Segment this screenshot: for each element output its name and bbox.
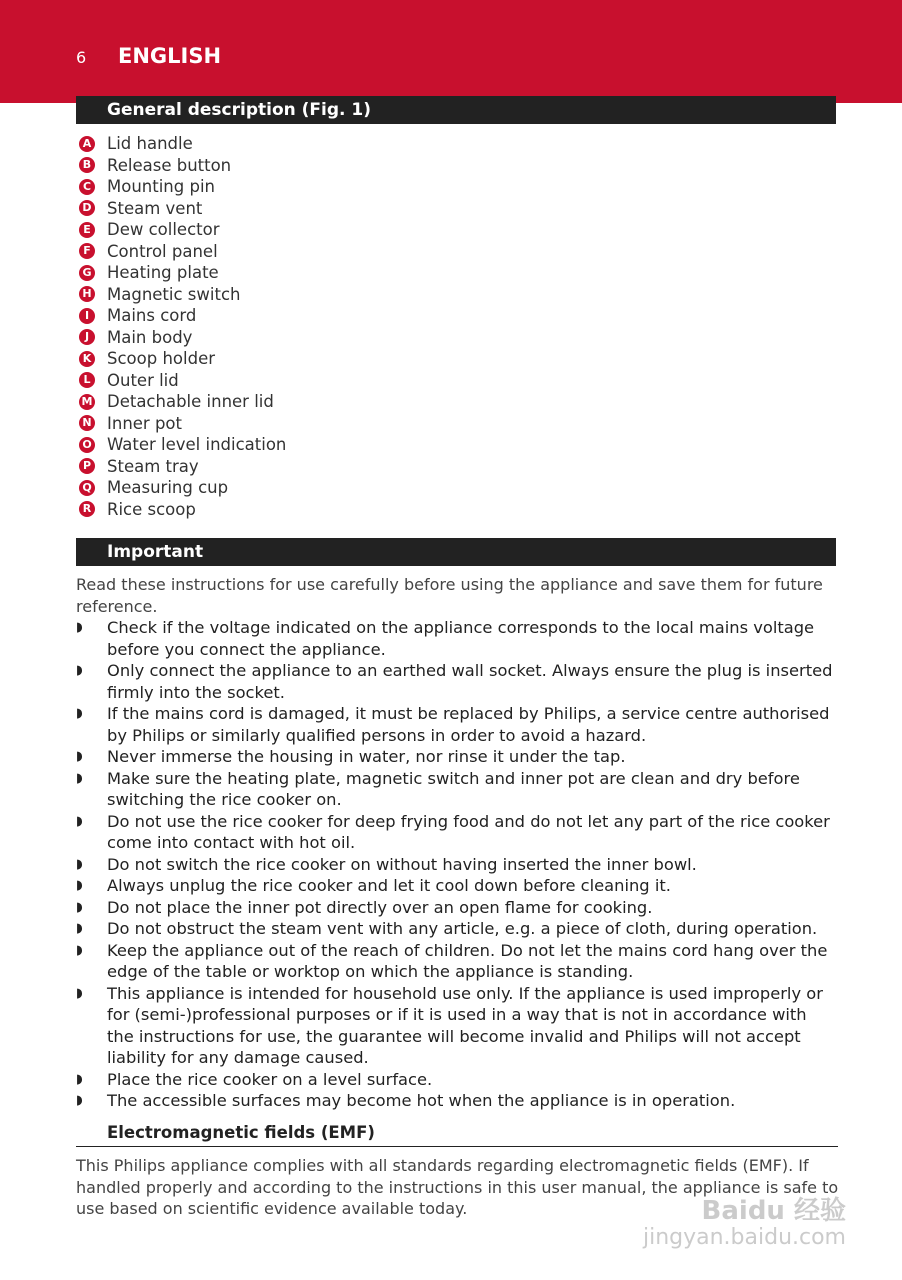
warning-text: Keep the appliance out of the reach of children. Do not let the mains cord hang over the edge of the table or worktop on which the appliance is standing. [107,940,828,981]
bullet-icon: ◗ [76,942,83,958]
bullet-icon: ◗ [76,878,83,893]
important-intro: Read these instructions for use carefully before using the appliance and save them for future reference. [76,575,823,616]
warning-text: Do not use the rice cooker for deep frying food and do not let any part of the rice cooker come into contact with hot oil. [107,811,830,852]
part-label: Control panel [107,241,218,261]
warning-text: Only connect the appliance to an earthed wall socket. Always ensure the plug is inserted firmly into the socket. [107,661,833,702]
part-item [76,391,286,413]
warning-text: If the mains cord is damaged, it must be replaced by Philips, a service centre authorised by Philips or similarly qualified persons in order to avoid a hazard. [107,704,830,745]
part-label: Heating plate [107,263,219,282]
warning-text: Make sure the heating plate, magnetic switch and inner pot are clean and dry before switching the rice cooker on. [107,768,800,809]
bullet-icon: ◗ [76,813,83,829]
watermark-url: jingyan.baidu.com [642,1224,846,1250]
part-letter-badge: M [79,394,95,410]
watermark-brand: Baidu 经验 [701,1196,846,1227]
part-item [76,176,286,198]
part-item [76,434,286,456]
part-label: Dew collector [107,220,220,239]
warning-item [76,811,838,854]
warning-item [76,897,838,919]
part-letter-badge: I [79,308,95,324]
part-label: Steam tray [107,456,199,476]
part-label: Measuring cup [107,478,229,497]
part-item [76,477,286,499]
part-label: Scoop holder [107,349,215,368]
part-label: Rice scoop [107,499,196,519]
header-band [0,0,902,103]
part-label: Main body [107,327,193,347]
part-label: Lid handle [107,134,193,153]
watermark [643,1197,846,1250]
part-label: Water level indication [107,435,287,454]
part-item [76,456,286,478]
part-letter-badge: L [79,372,95,388]
part-item [76,327,286,349]
part-letter-badge: G [79,265,95,281]
warning-text: Do not place the inner pot directly over an open flame for cooking. [107,897,653,917]
part-letter-badge: K [79,351,95,367]
part-letter-badge: N [79,415,95,431]
emf-heading: Electromagnetic fields (EMF) [76,1122,838,1147]
bullet-icon: ◗ [76,985,83,1001]
warning-text: This appliance is intended for household use only. If the appliance is used improperly or for (semi-)professional purposes or if it is used in a way that is not in accordance with the instructions for use, the guarantee will become invalid and Philips will not accept liability for any damage caused. [107,983,823,1067]
part-item [76,133,286,155]
bullet-icon: ◗ [76,663,83,678]
bullet-icon: ◗ [76,921,83,936]
warning-text: Never immerse the housing in water, nor rinse it under the tap. [107,747,626,766]
warning-item [76,768,838,811]
warning-item [76,940,838,983]
bullet-icon: ◗ [76,1071,83,1087]
part-letter-badge: O [79,437,95,453]
part-label: Inner pot [107,413,182,433]
warning-item [76,746,838,768]
part-item [76,155,286,177]
warning-text: Always unplug the rice cooker and let it cool down before cleaning it. [107,876,671,895]
part-label: Release button [107,155,232,175]
part-letter-badge: Q [79,480,95,496]
warning-text: Do not switch the rice cooker on without having inserted the inner bowl. [107,854,697,874]
part-letter-badge: F [79,243,95,259]
part-item [76,219,286,241]
part-item [76,348,286,370]
warning-item [76,660,838,703]
parts-list [76,133,286,520]
part-letter-badge: B [79,157,95,173]
part-item [76,499,286,521]
part-letter-badge: P [79,458,95,474]
bullet-icon: ◗ [76,1093,83,1108]
part-item [76,370,286,392]
part-item [76,413,286,435]
part-item [76,262,286,284]
warning-item [76,983,838,1069]
part-letter-badge: J [79,329,95,345]
warning-item [76,703,838,746]
emf-text: This Philips appliance complies with all standards regarding electromagnetic fields (EMF). If handled properly and according to the instructions in this user manual, the appliance is safe to use based on scientific evidence available today. [76,1156,839,1218]
bullet-icon: ◗ [76,749,83,764]
general-description-heading: General description (Fig. 1) [76,96,836,124]
part-label: Detachable inner lid [107,392,274,411]
part-letter-badge: A [79,136,95,152]
warning-text: Check if the voltage indicated on the appliance corresponds to the local mains voltage before you connect the appliance. [107,618,815,659]
part-item [76,198,286,220]
part-letter-badge: R [79,501,95,517]
warning-item [76,875,838,897]
part-letter-badge: E [79,222,95,238]
warning-item [76,854,838,876]
bullet-icon: ◗ [76,620,83,635]
part-item [76,284,286,306]
warning-item [76,1069,838,1091]
part-label: Outer lid [107,370,179,390]
page-number: 6 [76,48,87,67]
warning-item [76,918,838,940]
part-item [76,241,286,263]
bullet-icon: ◗ [76,899,83,915]
part-letter-badge: H [79,286,95,302]
part-letter-badge: C [79,179,95,195]
part-item [76,305,286,327]
part-label: Mains cord [107,306,197,325]
warnings-list [76,617,838,1112]
bullet-icon: ◗ [76,770,83,786]
part-label: Steam vent [107,198,203,218]
part-label: Magnetic switch [107,284,241,304]
warning-text: Place the rice cooker on a level surface. [107,1069,433,1089]
bullet-icon: ◗ [76,706,83,721]
part-letter-badge: D [79,200,95,216]
part-label: Mounting pin [107,177,215,196]
bullet-icon: ◗ [76,856,83,872]
warning-text: Do not obstruct the steam vent with any article, e.g. a piece of cloth, during operation. [107,919,818,938]
important-heading: Important [76,538,836,566]
warning-item [76,617,838,660]
language-title: ENGLISH [118,44,222,68]
warning-item [76,1090,838,1112]
warning-text: The accessible surfaces may become hot when the appliance is in operation. [107,1091,736,1110]
